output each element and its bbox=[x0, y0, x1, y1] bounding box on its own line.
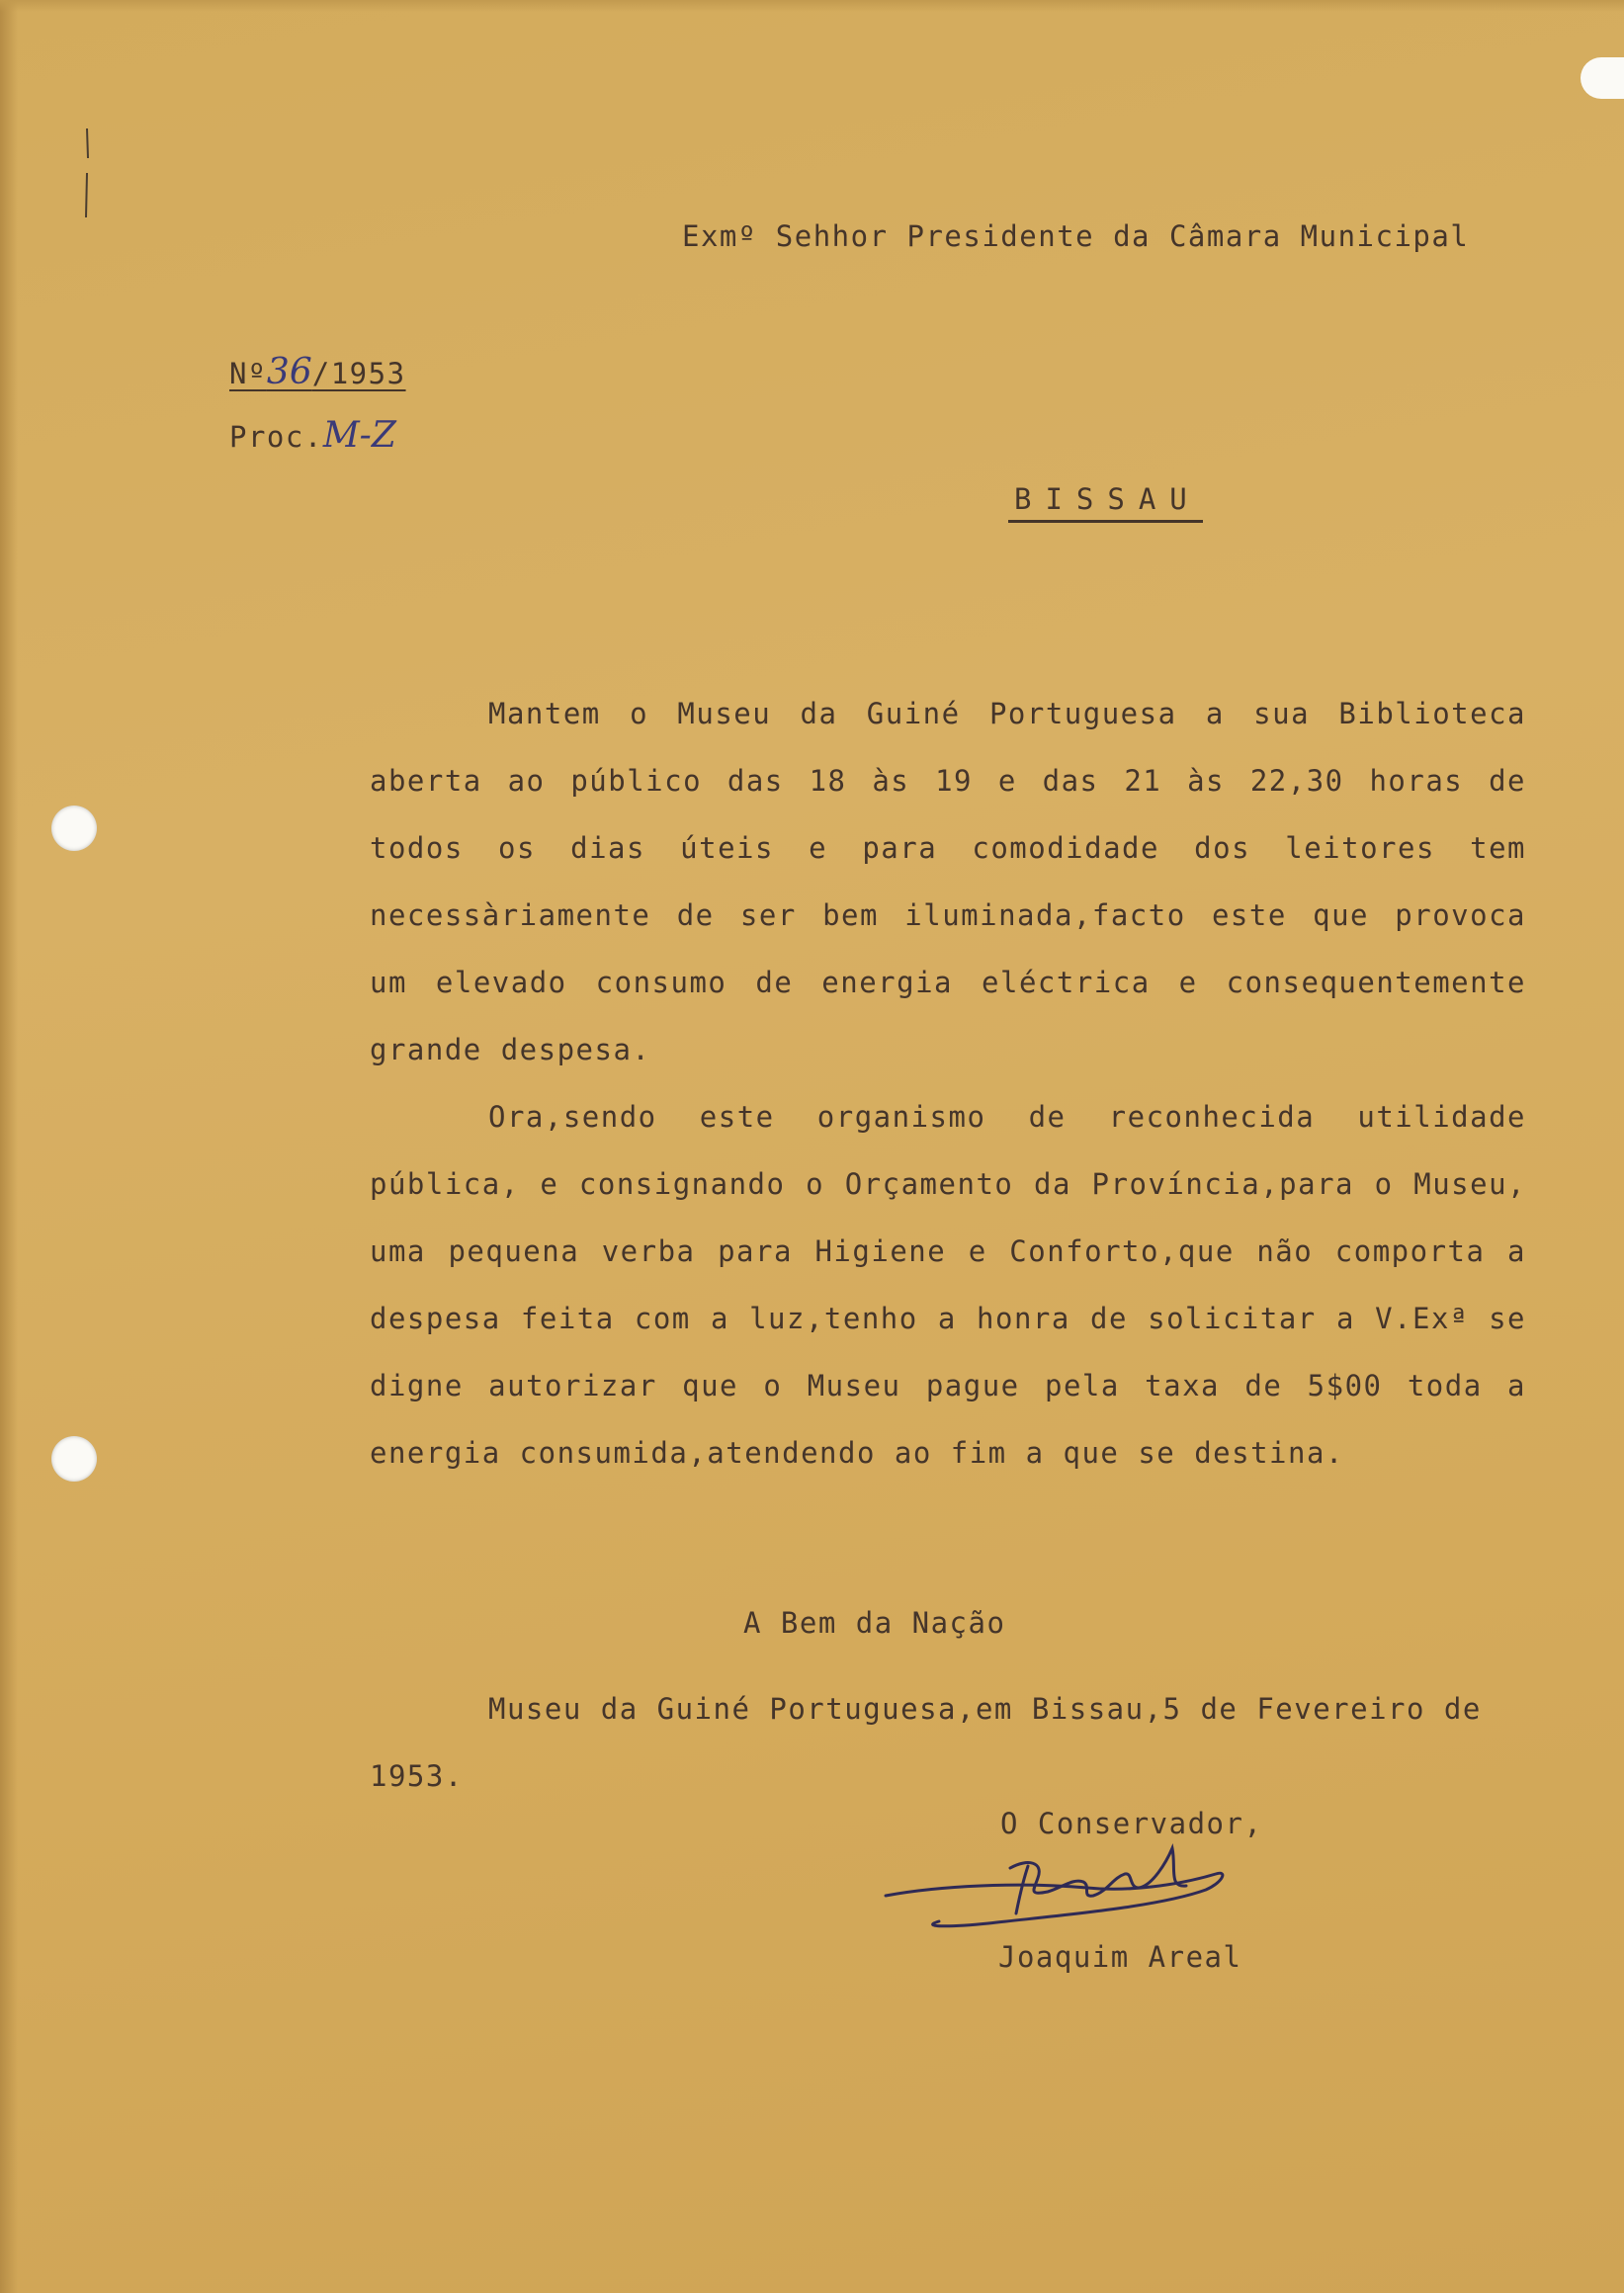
body-paragraph: Ora,sendo este organismo de reconhecida utilidade pública, e consignando o Orçamento da Província,para o Museu, uma pequena verba para Higiene e Conforto,que não comporta a despesa feita com a luz,tenho a honra de solicitar a V.Exª se digne autorizar que o Museu pague pela taxa de 5$00 toda a energia consumida,atendendo ao fim a que se destina. bbox=[370, 1100, 1526, 1470]
punch-hole-bottom bbox=[51, 1436, 97, 1482]
process-reference bbox=[229, 415, 396, 456]
torn-corner bbox=[1581, 57, 1624, 99]
handwritten-signature bbox=[880, 1838, 1236, 1937]
signer-name: Joaquim Areal bbox=[998, 1940, 1242, 1974]
paper-top-shadow bbox=[0, 0, 1624, 12]
place-and-date: Museu da Guiné Portuguesa,em Bissau,5 de Fevereiro de 1953. bbox=[370, 1692, 1482, 1793]
letter-body bbox=[370, 680, 1526, 1486]
process-handwritten: M-Z bbox=[322, 415, 396, 456]
reference-number-prefix: Nº bbox=[229, 357, 267, 390]
signature-role: O Conservador, bbox=[1000, 1807, 1263, 1840]
city-heading: BISSAU bbox=[1008, 482, 1203, 523]
body-paragraph: Mantem o Museu da Guiné Portuguesa a sua Biblioteca aberta ao público das 18 às 19 e das 21 às 22,30 horas de todos os dias úteis e para comodidade dos leitores tem necessàriamente de ser bem iluminada,facto este que provoca um elevado consumo de energia eléctrica e consequentemente grande despesa. bbox=[370, 697, 1526, 1066]
reference-number-suffix: /1953 bbox=[311, 357, 406, 390]
pencil-mark bbox=[85, 128, 89, 217]
reference-number-handwritten: 36 bbox=[266, 352, 312, 392]
punch-hole-top bbox=[51, 806, 97, 851]
process-label: Proc. bbox=[229, 420, 323, 454]
reference-number bbox=[229, 352, 406, 392]
paper-edge-shadow bbox=[0, 0, 18, 2293]
closing-salutation: A Bem da Nação bbox=[743, 1606, 1006, 1640]
addressee: Exmº Sehhor Presidente da Câmara Municipal bbox=[682, 219, 1470, 253]
